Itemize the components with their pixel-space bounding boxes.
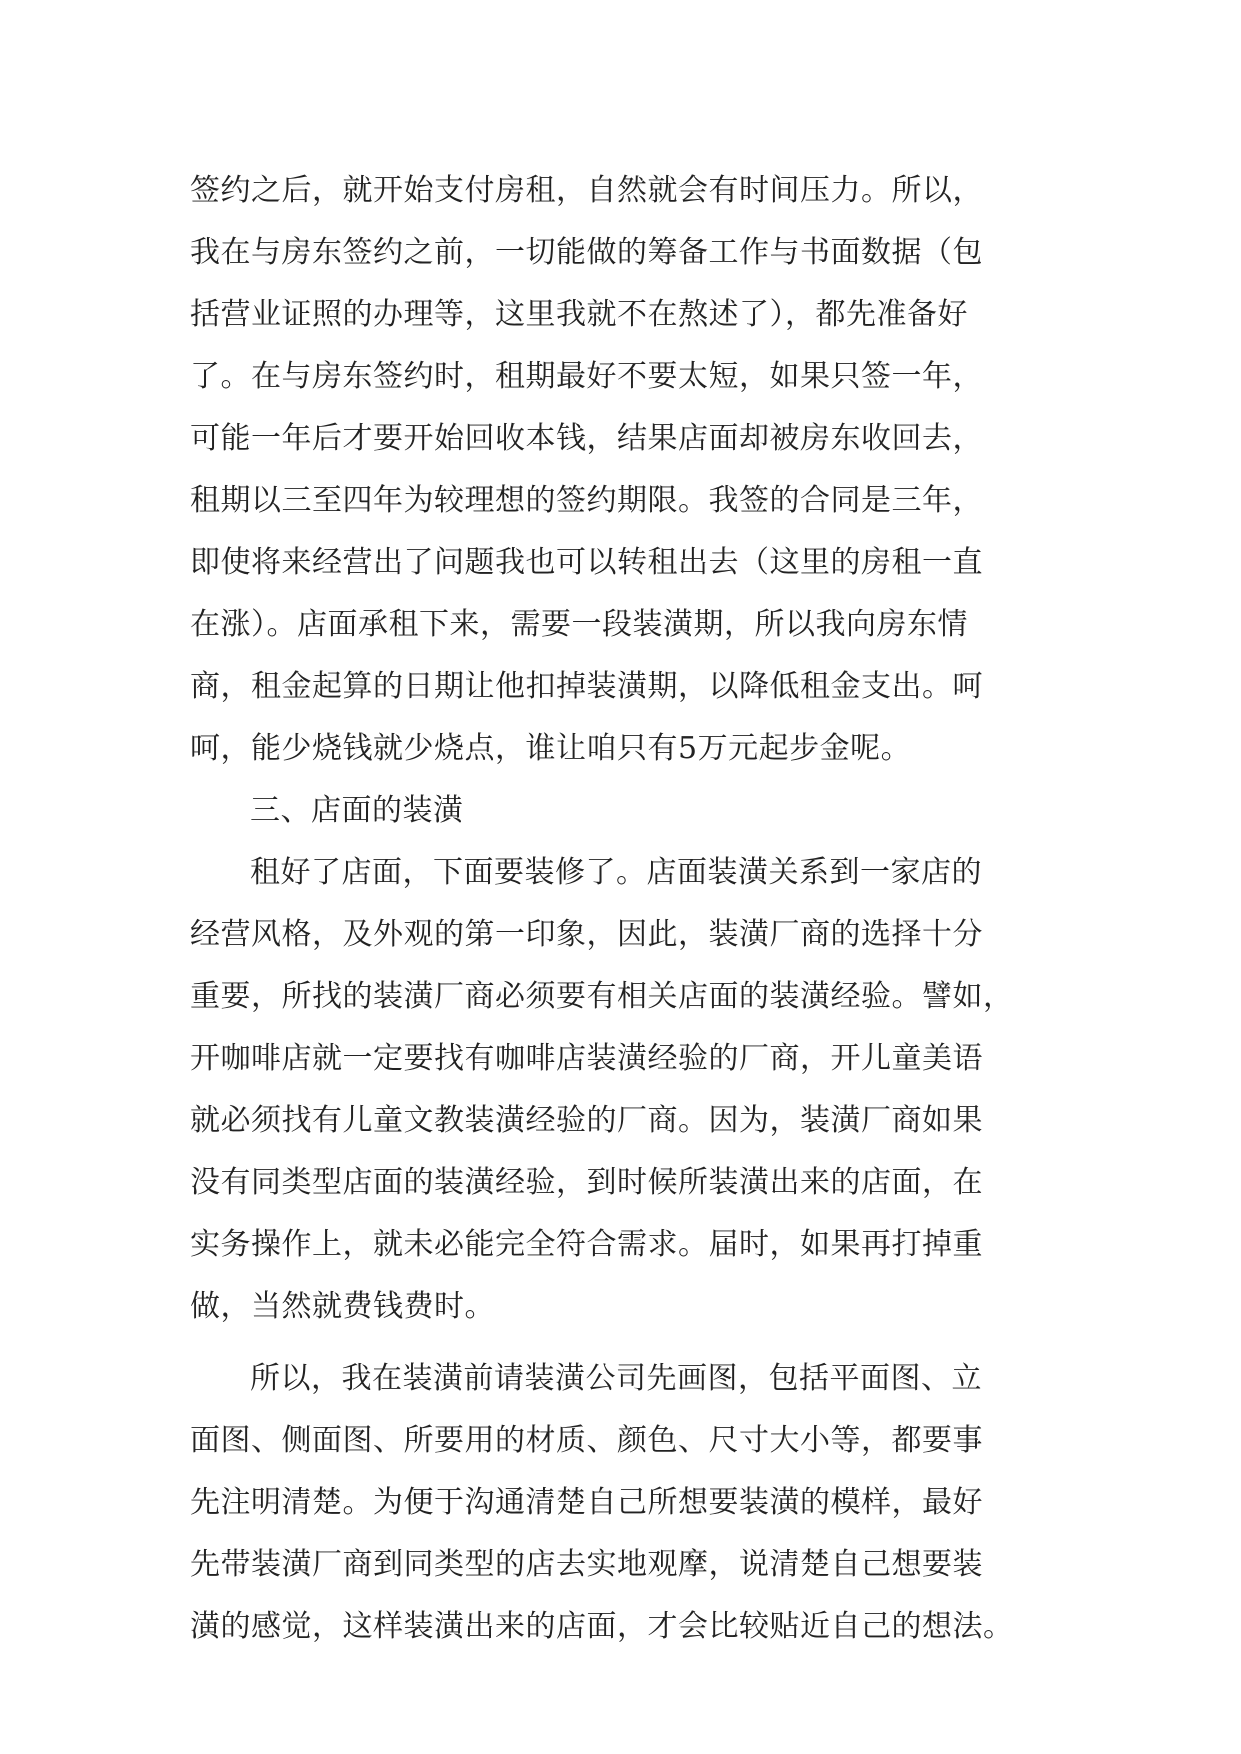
text-line: 可能一年后才要开始回收本钱，结果店面却被房东收回去， [190, 421, 983, 456]
text-line: 做，当然就费钱费时。 [190, 1289, 495, 1324]
text-line: 先带装潢厂商到同类型的店去实地观摩，说清楚自己想要装 [190, 1547, 983, 1582]
text-line: 开咖啡店就一定要找有咖啡店装潢经验的厂商，开儿童美语 [190, 1041, 983, 1076]
text-line: 签约之后，就开始支付房租，自然就会有时间压力。所以， [190, 173, 983, 208]
text-line: 呵，能少烧钱就少烧点，谁让咱只有5万元起步金呢。 [190, 731, 912, 766]
section-heading: 三、店面的装潢 [250, 793, 464, 828]
text-line: 我在与房东签约之前，一切能做的筹备工作与书面数据（包 [190, 235, 983, 270]
text-line: 重要，所找的装潢厂商必须要有相关店面的装潢经验。譬如， [190, 979, 1014, 1014]
text-line: 了。在与房东签约时，租期最好不要太短，如果只签一年， [190, 359, 983, 394]
text-line: 先注明清楚。为便于沟通清楚自己所想要装潢的模样，最好 [190, 1485, 983, 1520]
text-line: 没有同类型店面的装潢经验，到时候所装潢出来的店面，在 [190, 1165, 983, 1200]
document-body [190, 160, 1050, 1658]
text-line: 商，租金起算的日期让他扣掉装潢期，以降低租金支出。呵 [190, 669, 983, 704]
text-line: 在涨）。店面承租下来，需要一段装潢期，所以我向房东情 [190, 607, 968, 642]
paragraph-gap [190, 1338, 1050, 1348]
text-line: 租好了店面，下面要装修了。店面装潢关系到一家店的 [250, 855, 982, 890]
text-line: 就必须找有儿童文教装潢经验的厂商。因为，装潢厂商如果 [190, 1103, 983, 1138]
text-line: 实务操作上，就未必能完全符合需求。届时，如果再打掉重 [190, 1227, 983, 1262]
text-line: 括营业证照的办理等，这里我就不在熬述了），都先准备好 [190, 297, 968, 332]
text-line: 潢的感觉，这样装潢出来的店面，才会比较贴近自己的想法。 [190, 1609, 1014, 1644]
text-line: 面图、侧面图、所要用的材质、颜色、尺寸大小等，都要事 [190, 1423, 983, 1458]
text-line: 租期以三至四年为较理想的签约期限。我签的合同是三年， [190, 483, 983, 518]
text-line: 经营风格，及外观的第一印象，因此，装潢厂商的选择十分 [190, 917, 983, 952]
paragraph-2 [190, 842, 1050, 1338]
paragraph-1 [190, 160, 1050, 780]
paragraph-3 [190, 1348, 1050, 1658]
text-line: 即使将来经营出了问题我也可以转租出去（这里的房租一直 [190, 545, 983, 580]
text-line: 所以，我在装潢前请装潢公司先画图，包括平面图、立 [250, 1361, 982, 1396]
